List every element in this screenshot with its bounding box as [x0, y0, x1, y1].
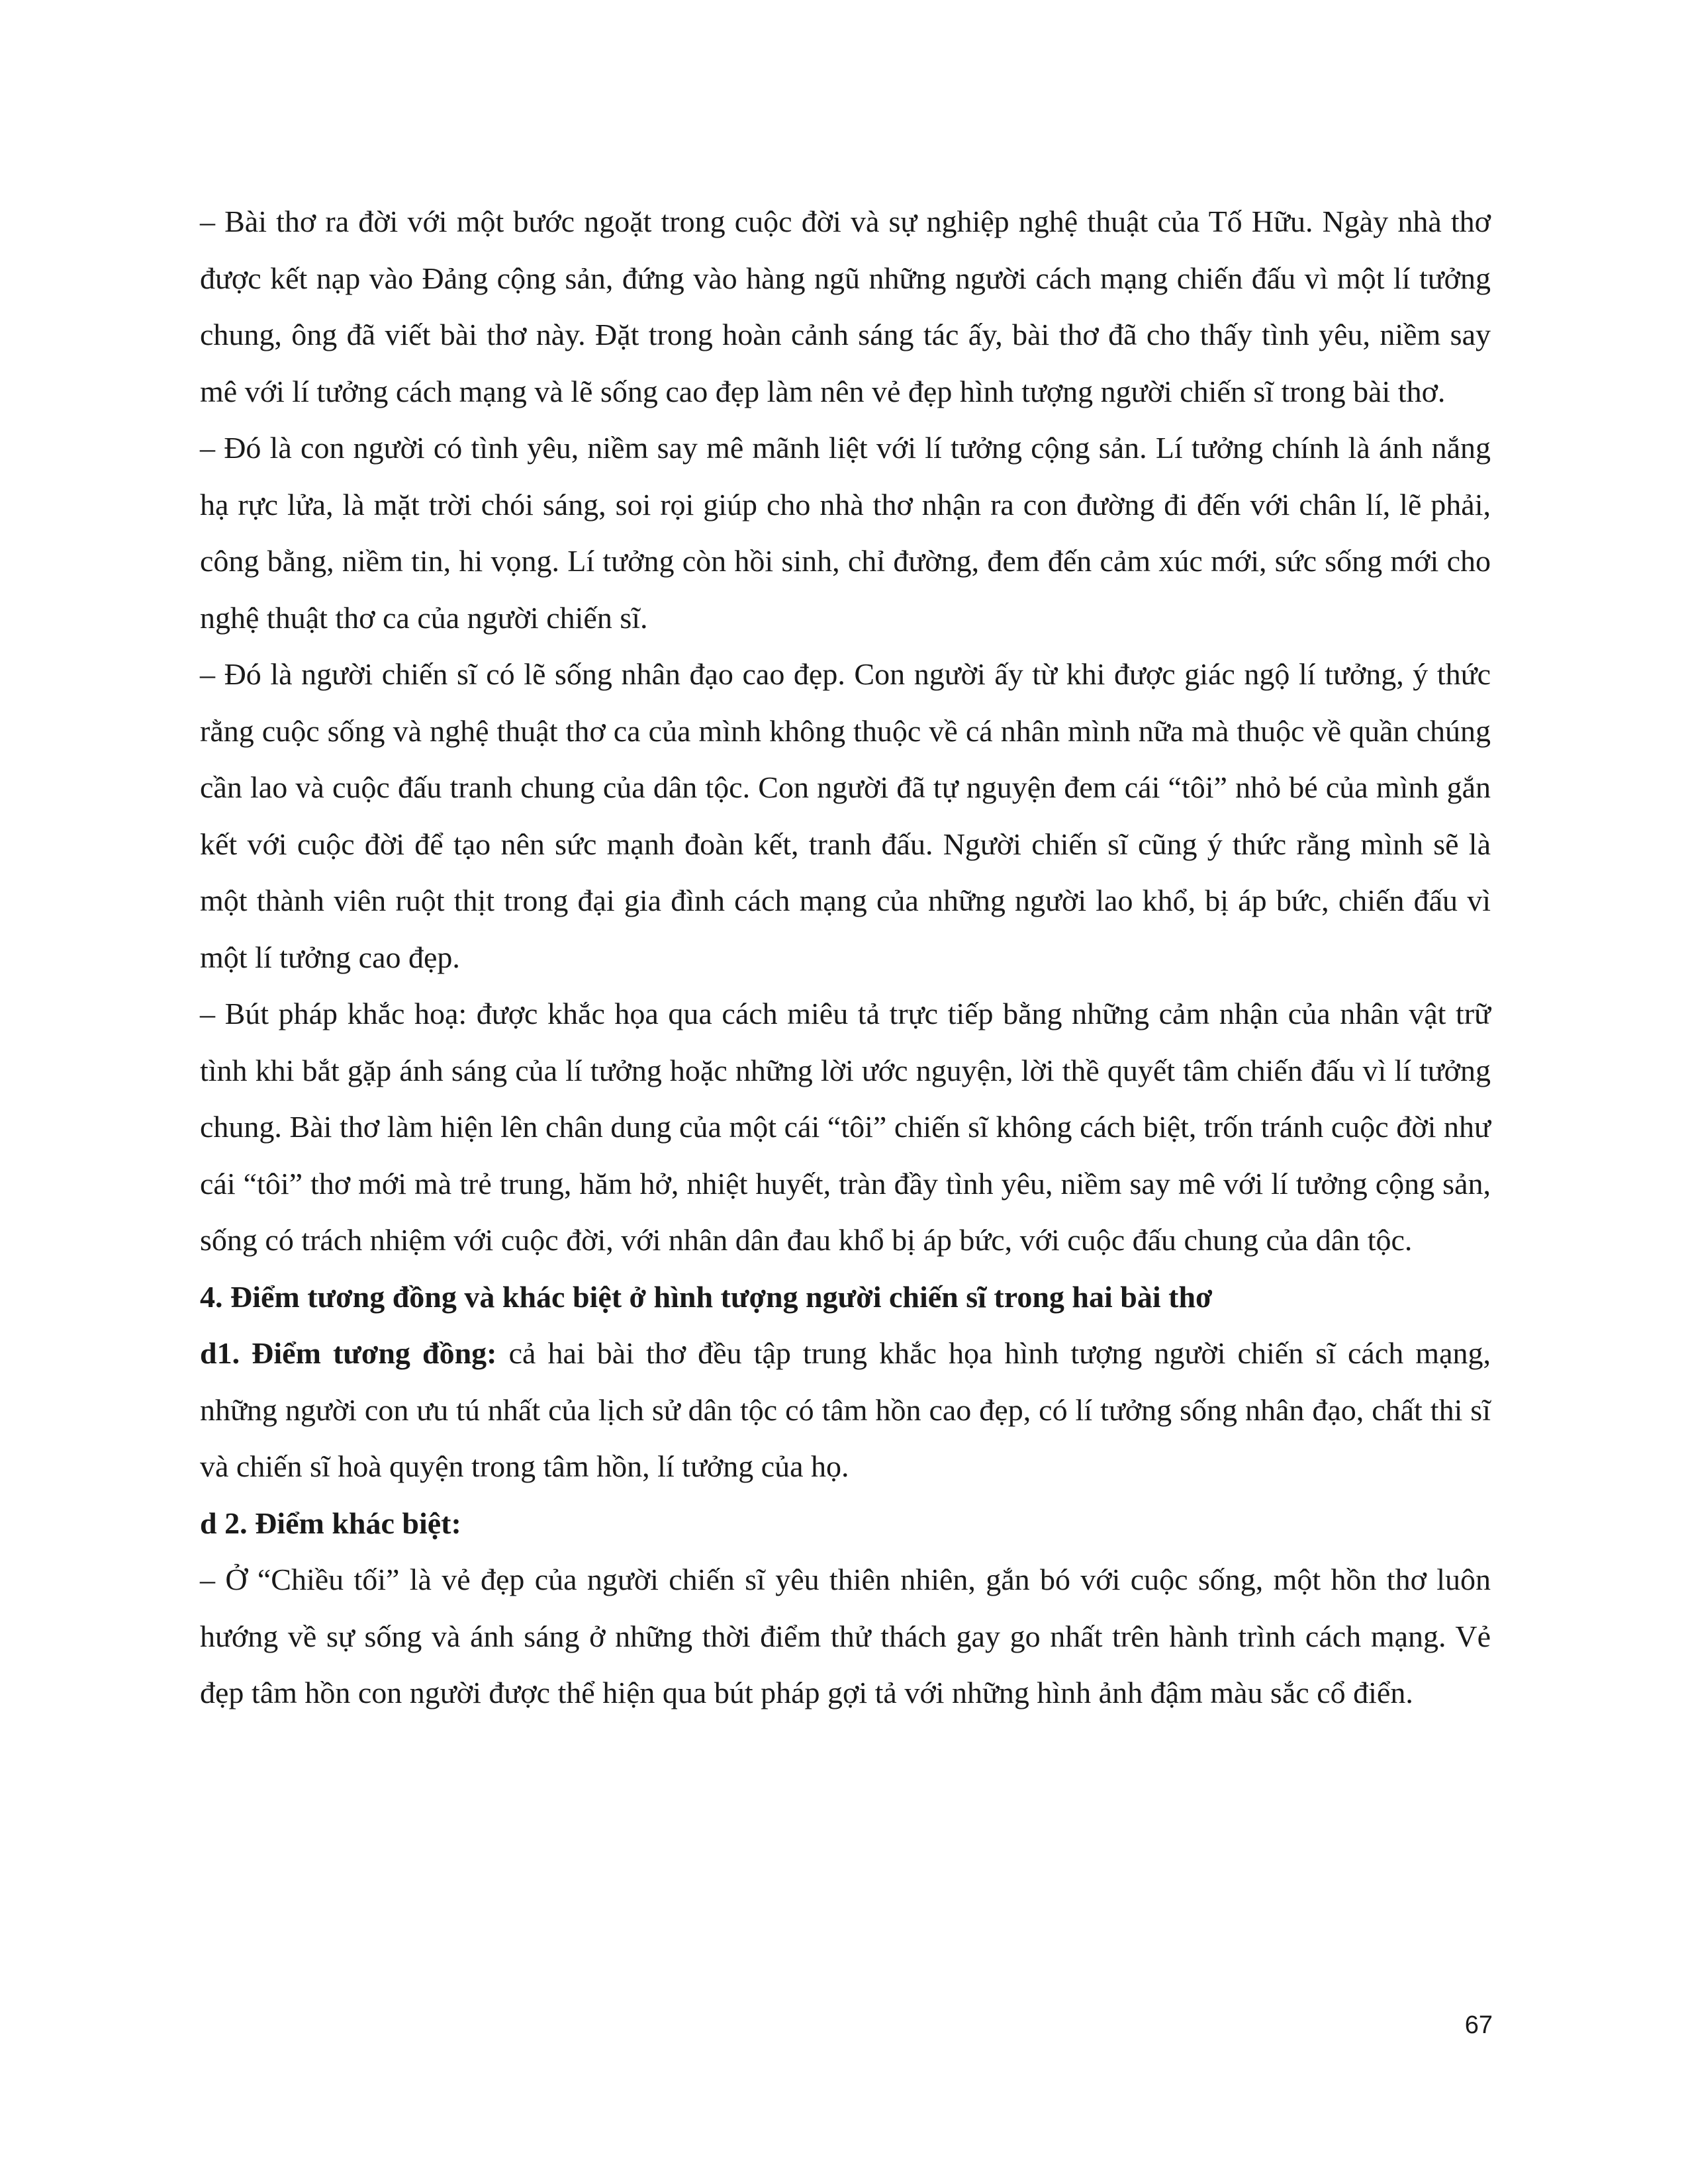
- similarity-paragraph: [200, 1325, 1491, 1495]
- paragraph-ideal-love: – Đó là con người có tình yêu, niềm say mê mãnh liệt với lí tưởng cộng sản. Lí tưởng chính là ánh nắng hạ rực lửa, là mặt trời chói sáng, soi rọi giúp cho nhà thơ nhận ra con đường đi đến với chân lí, lẽ phải, công bằng, niềm tin, hi vọng. Lí tưởng còn hồi sinh, chỉ đường, đem đến cảm xúc mới, sức sống mới cho nghệ thuật thơ ca của người chiến sĩ.: [200, 431, 1491, 635]
- similarity-text: cả hai bài thơ đều tập trung khắc họa hình tượng người chiến sĩ cách mạng, những người con ưu tú nhất của lịch sử dân tộc có tâm hồn cao đẹp, có lí tưởng sống nhân đạo, chất thi sĩ và chiến sĩ hoà quyện trong tâm hồn, lí tưởng của họ.: [200, 1336, 1491, 1483]
- section-heading: 4. Điểm tương đồng và khác biệt ở hình tượng người chiến sĩ trong hai bài thơ: [200, 1279, 1213, 1314]
- paragraph-context: – Bài thơ ra đời với một bước ngoặt trong cuộc đời và sự nghiệp nghệ thuật của Tố Hữu. Ngày nhà thơ được kết nạp vào Đảng cộng sản, đứng vào hàng ngũ những người cách mạng chiến đấu vì một lí tưởng chung, ông đã viết bài thơ này. Đặt trong hoàn cảnh sáng tác ấy, bài thơ đã cho thấy tình yêu, niềm say mê với lí tưởng cách mạng và lẽ sống cao đẹp làm nên vẻ đẹp hình tượng người chiến sĩ trong bài thơ.: [200, 205, 1491, 408]
- difference-paragraph: – Ở “Chiều tối” là vẻ đẹp của người chiến sĩ yêu thiên nhiên, gắn bó với cuộc sống, một hồn thơ luôn hướng về sự sống và ánh sáng ở những thời điểm thử thách gay go nhất trên hành trình cách mạng. Vẻ đẹp tâm hồn con người được thể hiện qua bút pháp gợi tả với những hình ảnh đậm màu sắc cổ điển.: [200, 1563, 1491, 1709]
- similarity-label: d1. Điểm tương đồng:: [200, 1336, 497, 1370]
- difference-heading: d 2. Điểm khác biệt:: [200, 1506, 461, 1540]
- document-body: [200, 193, 1491, 1721]
- paragraph-humanist-ideal: – Đó là người chiến sĩ có lẽ sống nhân đạo cao đẹp. Con người ấy từ khi được giác ngộ lí tưởng, ý thức rằng cuộc sống và nghệ thuật thơ ca của mình không thuộc về cá nhân mình nữa mà thuộc về quần chúng cần lao và cuộc đấu tranh chung của dân tộc. Con người đã tự nguyện đem cái “tôi” nhỏ bé của mình gắn kết với cuộc đời để tạo nên sức mạnh đoàn kết, tranh đấu. Người chiến sĩ cũng ý thức rằng mình sẽ là một thành viên ruột thịt trong đại gia đình cách mạng của những người lao khổ, bị áp bức, chiến đấu vì một lí tưởng cao đẹp.: [200, 657, 1491, 974]
- page-number: 67: [1464, 2011, 1493, 2039]
- paragraph-technique: – Bút pháp khắc hoạ: được khắc họa qua cách miêu tả trực tiếp bằng những cảm nhận của nhân vật trữ tình khi bắt gặp ánh sáng của lí tưởng hoặc những lời ước nguyện, lời thề quyết tâm chiến đấu vì lí tưởng chung. Bài thơ làm hiện lên chân dung của một cái “tôi” chiến sĩ không cách biệt, trốn tránh cuộc đời như cái “tôi” thơ mới mà trẻ trung, hăm hở, nhiệt huyết, tràn đầy tình yêu, niềm say mê với lí tưởng cộng sản, sống có trách nhiệm với cuộc đời, với nhân dân đau khổ bị áp bức, với cuộc đấu chung của dân tộc.: [200, 997, 1491, 1257]
